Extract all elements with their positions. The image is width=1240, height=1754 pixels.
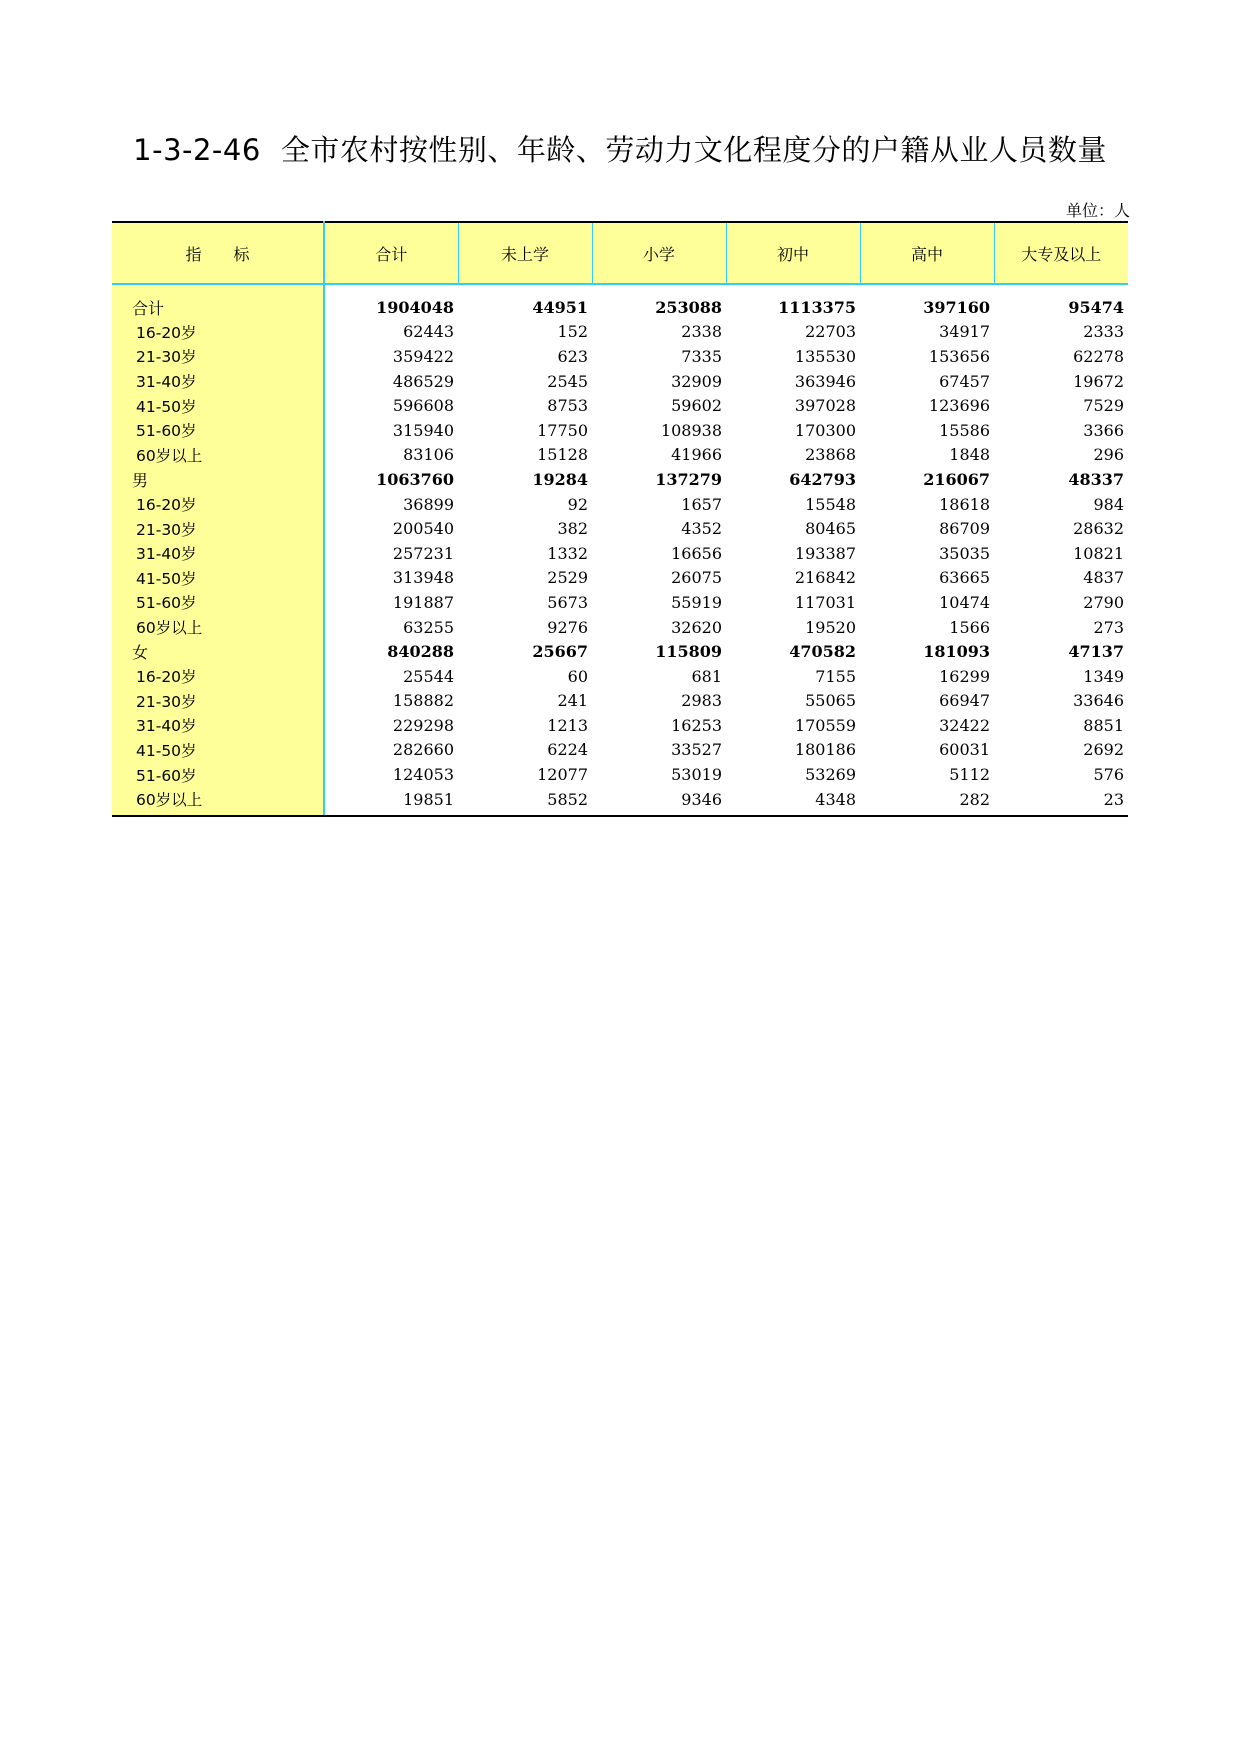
cell-value: 7529: [1083, 396, 1124, 416]
cell-value: 60: [567, 666, 588, 686]
cell-value: 3366: [1083, 420, 1124, 440]
cell-value: 86709: [939, 519, 990, 539]
cell-value: 115809: [655, 642, 722, 662]
cell-value: 5673: [547, 592, 588, 612]
row-label: 21-30岁: [112, 344, 324, 369]
cell-value: 35035: [939, 543, 990, 563]
cell-value: 158882: [392, 691, 454, 711]
header-college-above: 大专及以上: [994, 222, 1128, 284]
cell-value: 470582: [789, 642, 856, 662]
cell-value: 34917: [939, 322, 990, 342]
cell-value: 1063760: [376, 469, 454, 489]
cell-value: 9276: [547, 617, 588, 637]
cell-value: 282: [860, 787, 994, 817]
cell-value: 180186: [794, 740, 856, 760]
table-row: [112, 467, 1128, 492]
cell-value: 23: [994, 787, 1128, 817]
cell-value: 33646: [1073, 691, 1124, 711]
cell-value: 44951: [532, 297, 588, 317]
cell-value: 363946: [794, 371, 856, 391]
cell-value: 229298: [392, 715, 454, 735]
row-label: 31-40岁: [112, 713, 324, 738]
cell-value: 36899: [403, 494, 454, 514]
row-label: 41-50岁: [112, 738, 324, 763]
cell-value: 1113375: [778, 297, 856, 317]
cell-value: 32909: [671, 371, 722, 391]
cell-value: 152: [557, 322, 588, 342]
table-row: [112, 664, 1128, 689]
row-label: 51-60岁: [112, 762, 324, 787]
cell-value: 19520: [805, 617, 856, 637]
cell-value: 12077: [537, 765, 588, 785]
row-label: 男: [112, 467, 324, 492]
cell-value: 4348: [726, 787, 860, 817]
cell-value: 33527: [671, 740, 722, 760]
cell-value: 28632: [1073, 519, 1124, 539]
cell-value: 1904048: [376, 297, 454, 317]
cell-value: 984: [1093, 494, 1124, 514]
row-label: 60岁以上: [112, 443, 324, 468]
cell-value: 19672: [1073, 371, 1124, 391]
cell-value: 576: [1093, 765, 1124, 785]
cell-value: 22703: [805, 322, 856, 342]
cell-value: 2790: [1083, 592, 1124, 612]
cell-value: 2545: [547, 371, 588, 391]
table-row: [112, 615, 1128, 640]
table-row: [112, 418, 1128, 443]
table-row: [112, 320, 1128, 345]
cell-value: 6224: [547, 740, 588, 760]
cell-value: 62278: [1073, 346, 1124, 366]
row-label: 41-50岁: [112, 566, 324, 591]
cell-value: 60031: [939, 740, 990, 760]
cell-value: 137279: [655, 469, 722, 489]
cell-value: 397028: [794, 396, 856, 416]
table-row: [112, 344, 1128, 369]
statistics-table: [112, 221, 1128, 817]
row-label: 合计: [112, 284, 324, 320]
cell-value: 92: [567, 494, 588, 514]
cell-value: 19851: [324, 787, 458, 817]
table-body: [112, 284, 1128, 816]
cell-value: 2692: [1083, 740, 1124, 760]
table-header: [112, 222, 1128, 284]
cell-value: 15586: [939, 420, 990, 440]
header-junior-high: 初中: [726, 222, 860, 284]
cell-value: 313948: [392, 568, 454, 588]
cell-value: 32422: [939, 715, 990, 735]
cell-value: 2333: [1083, 322, 1124, 342]
table-row: [112, 787, 1128, 817]
row-label: 21-30岁: [112, 689, 324, 714]
table-row: [112, 762, 1128, 787]
cell-value: 15128: [537, 445, 588, 465]
cell-value: 55919: [671, 592, 722, 612]
table-row: [112, 713, 1128, 738]
row-label: 51-60岁: [112, 418, 324, 443]
cell-value: 32620: [671, 617, 722, 637]
table-row: [112, 590, 1128, 615]
row-label: 31-40岁: [112, 369, 324, 394]
cell-value: 135530: [794, 346, 856, 366]
table-row: [112, 284, 1128, 320]
row-label: 16-20岁: [112, 664, 324, 689]
row-label: 21-30岁: [112, 516, 324, 541]
header-indicator: 指 标: [112, 222, 324, 284]
cell-value: 66947: [939, 691, 990, 711]
cell-value: 200540: [392, 519, 454, 539]
cell-value: 1657: [681, 494, 722, 514]
header-senior-high: 高中: [860, 222, 994, 284]
cell-value: 7335: [681, 346, 722, 366]
table-row: [112, 689, 1128, 714]
table-row: [112, 566, 1128, 591]
cell-value: 241: [557, 691, 588, 711]
cell-value: 1848: [949, 445, 990, 465]
table-title-text: 全市农村按性别、年龄、劳动力文化程度分的户籍从业人员数量: [280, 133, 1107, 167]
cell-value: 170559: [794, 715, 856, 735]
header-primary: 小学: [592, 222, 726, 284]
cell-value: 5112: [949, 765, 990, 785]
cell-value: 642793: [789, 469, 856, 489]
cell-value: 55065: [805, 691, 856, 711]
cell-value: 18618: [939, 494, 990, 514]
cell-value: 25544: [403, 666, 454, 686]
unit-label: 单位：人: [1065, 201, 1130, 220]
cell-value: 80465: [805, 519, 856, 539]
table-row: [112, 541, 1128, 566]
cell-value: 26075: [671, 568, 722, 588]
cell-value: 486529: [392, 371, 454, 391]
table-row: [112, 369, 1128, 394]
cell-value: 359422: [392, 346, 454, 366]
header-no-schooling: 未上学: [458, 222, 592, 284]
cell-value: 1213: [547, 715, 588, 735]
table-row: [112, 516, 1128, 541]
cell-value: 10474: [939, 592, 990, 612]
table-row: [112, 639, 1128, 664]
cell-value: 117031: [794, 592, 856, 612]
cell-value: 623: [557, 346, 588, 366]
cell-value: 9346: [592, 787, 726, 817]
cell-value: 59602: [671, 396, 722, 416]
row-label: 51-60岁: [112, 590, 324, 615]
cell-value: 253088: [655, 297, 722, 317]
cell-value: 63665: [939, 568, 990, 588]
cell-value: 296: [1093, 445, 1124, 465]
header-total: 合计: [324, 222, 458, 284]
table-row: [112, 393, 1128, 418]
cell-value: 4352: [681, 519, 722, 539]
cell-value: 83106: [403, 445, 454, 465]
cell-value: 123696: [928, 396, 990, 416]
cell-value: 257231: [392, 543, 454, 563]
cell-value: 153656: [928, 346, 990, 366]
cell-value: 63255: [403, 617, 454, 637]
cell-value: 17750: [537, 420, 588, 440]
cell-value: 273: [1093, 617, 1124, 637]
cell-value: 8851: [1083, 715, 1124, 735]
cell-value: 16253: [671, 715, 722, 735]
cell-value: 23868: [805, 445, 856, 465]
cell-value: 48337: [1068, 469, 1124, 489]
cell-value: 5852: [458, 787, 592, 817]
cell-value: 8753: [547, 396, 588, 416]
cell-value: 53269: [805, 765, 856, 785]
cell-value: 7155: [815, 666, 856, 686]
cell-value: 2529: [547, 568, 588, 588]
row-label: 60岁以上: [112, 615, 324, 640]
cell-value: 16656: [671, 543, 722, 563]
page-title: [0, 128, 1240, 169]
table-code: 1-3-2-46: [133, 133, 261, 167]
cell-value: 681: [691, 666, 722, 686]
cell-value: 62443: [403, 322, 454, 342]
table-row: [112, 738, 1128, 763]
table-row: [112, 443, 1128, 468]
cell-value: 19284: [532, 469, 588, 489]
cell-value: 108938: [660, 420, 722, 440]
cell-value: 315940: [392, 420, 454, 440]
cell-value: 170300: [794, 420, 856, 440]
cell-value: 397160: [923, 297, 990, 317]
row-label: 31-40岁: [112, 541, 324, 566]
cell-value: 181093: [923, 642, 990, 662]
cell-value: 67457: [939, 371, 990, 391]
cell-value: 2983: [681, 691, 722, 711]
cell-value: 216842: [794, 568, 856, 588]
row-label: 16-20岁: [112, 320, 324, 345]
cell-value: 41966: [671, 445, 722, 465]
cell-value: 1349: [1083, 666, 1124, 686]
cell-value: 95474: [1068, 297, 1124, 317]
cell-value: 53019: [671, 765, 722, 785]
cell-value: 193387: [794, 543, 856, 563]
header-row: [112, 222, 1128, 284]
row-label: 60岁以上: [112, 787, 324, 817]
cell-value: 282660: [392, 740, 454, 760]
cell-value: 16299: [939, 666, 990, 686]
table-row: [112, 492, 1128, 517]
cell-value: 124053: [392, 765, 454, 785]
cell-value: 2338: [681, 322, 722, 342]
cell-value: 47137: [1068, 642, 1124, 662]
cell-value: 25667: [532, 642, 588, 662]
cell-value: 596608: [392, 396, 454, 416]
cell-value: 15548: [805, 494, 856, 514]
row-label: 女: [112, 639, 324, 664]
cell-value: 216067: [923, 469, 990, 489]
cell-value: 1566: [949, 617, 990, 637]
cell-value: 191887: [392, 592, 454, 612]
cell-value: 840288: [387, 642, 454, 662]
cell-value: 1332: [547, 543, 588, 563]
row-label: 16-20岁: [112, 492, 324, 517]
cell-value: 10821: [1073, 543, 1124, 563]
cell-value: 382: [557, 519, 588, 539]
row-label: 41-50岁: [112, 393, 324, 418]
cell-value: 4837: [1083, 568, 1124, 588]
